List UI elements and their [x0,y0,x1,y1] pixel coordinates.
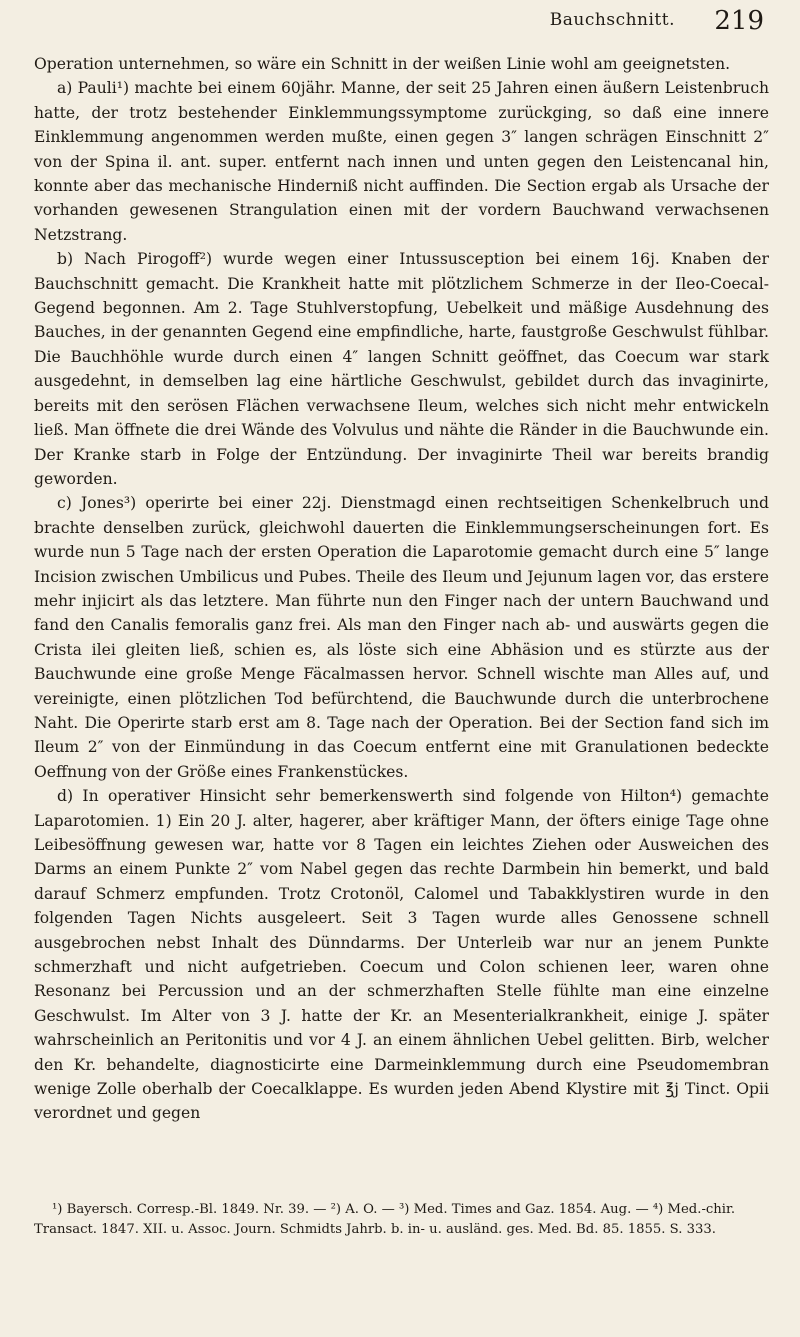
paragraph-case-c: c) Jones³) operirte bei einer 22j. Dienstmagd einen rechtseitigen Schenkelbruch und brachte denselben zurück, gleichwohl dauerten die Einklemmungserscheinungen fort. Es wurde nun 5 Tage nach der ersten Operation die Laparotomie gemacht durch eine 5″ lange Incision zwischen Umbilicus und Pubes. Theile des Ileum und Jejunum lagen vor, das erstere mehr injicirt als das letztere. Man führte nun den Finger nach der untern Bauchwand und fand den Canalis femoralis ganz frei. Als man den Finger nach ab- und auswärts gegen die Crista ilei gleiten ließ, schien es, als löste sich eine Abhäsion und es stürzte aus der Bauchwunde eine große Menge Fäcalmassen hervor. Schnell wischte man Alles auf, und vereinigte, einen plötzlichen Tod befürchtend, die Bauchwunde durch die unterbrochene Naht. Die Operirte starb erst am 8. Tage nach der Operation. Bei der Section fand sich im Ileum 2″ von der Einmündung in das Coecum entfernt eine mit Granulationen bedeckte Oeffnung von der Größe eines Frankenstückes. [34,494,769,781]
paragraph-intro: Operation unternehmen, so wäre ein Schnitt in der weißen Linie wohl am geeignetsten. [34,55,731,73]
running-head [50,6,770,46]
paragraph-case-a: a) Pauli¹) machte bei einem 60jähr. Manne, der seit 25 Jahren einen äußern Leistenbruch hatte, der trotz bestehender Einklemmungssymptome zurückging, so daß eine innere Einklemmung angenommen werden mußte, einen gegen 3″ langen schrägen Einschnitt 2″ von der Spina il. ant. super. entfernt nach innen und unten gegen den Leistencanal hin, konnte aber das mechanische Hinderniß nicht auffinden. Die Section ergab als Ursache der vorhanden gewesenen Strangulation einen mit der vordern Bauchwand verwachsenen Netzstrang. [34,79,769,244]
footnote-text: ¹) Bayersch. Corresp.-Bl. 1849. Nr. 39. — ²) A. O. — ³) Med. Times and Gaz. 1854. Aug. — ⁴) Med.-chir. Transact. 1847. XII. u. Assoc. Journ. Schmidts Jahrb. b. in- u. ausländ. ges. Med. Bd. 85. 1855. S. 333. [34,1202,736,1237]
paragraph-case-b: b) Nach Pirogoff²) wurde wegen einer Intussusception bei einem 16j. Knaben der Bauchschnitt gemacht. Die Krankheit hatte mit plötzlichem Schmerze in der Ileo-Coecal-Gegend begonnen. Am 2. Tage Stuhlverstopfung, Uebelkeit und mäßige Ausdehnung des Bauches, in der genannten Gegend eine empfindliche, harte, faustgroße Geschwulst fühlbar. Die Bauchhöhle wurde durch einen 4″ langen Schnitt geöffnet, das Coecum war stark ausgedehnt, in demselben lag eine härtliche Geschwulst, gebildet durch das invaginirte, bereits mit den serösen Flächen verwachsene Ileum, welches sich nicht mehr entwickeln ließ. Man öffnete die drei Wände des Volvulus und nähte die Ränder in die Bauchwunde ein. Der Kranke starb in Folge der Entzündung. Der invaginirte Theil war bereits brandig geworden. [34,250,769,488]
paragraph-case-d: d) In operativer Hinsicht sehr bemerkenswerth sind folgende von Hilton⁴) gemachte Laparotomien. 1) Ein 20 J. alter, hagerer, aber kräftiger Mann, der öfters einige Tage ohne Leibesöffnung gewesen war, hatte vor 8 Tagen ein leichtes Ziehen oder Ausweichen des Darms an einem Punkte 2″ vom Nabel gegen das rechte Darmbein hin bemerkt, und bald darauf Schmerz empfunden. Trotz Crotonöl, Calomel und Tabakklystiren wurde in den folgenden Tagen Nichts ausgeleert. Seit 3 Tagen wurde alles Genossene schnell ausgebrochen nebst Inhalt des Dünndarms. Der Unterleib war nur an jenem Punkte schmerzhaft und nicht aufgetrieben. Coecum und Colon schienen leer, waren ohne Resonanz bei Percussion und an der schmerzhaften Stelle fühlte man eine einzelne Geschwulst. Im Alter von 3 J. hatte der Kr. an Mesenterialkrankheit, einige J. später wahrscheinlich an Peritonitis und vor 4 J. an einem ähnlichen Uebel gelitten. Birb, welcher den Kr. behandelte, diagnosticirte eine Darmeinklemmung durch eine Pseudomembran wenige Zolle oberhalb der Coecalklappe. Es wurden jeden Abend Klystire mit ℥j Tinct. Opii verordnet und gegen [34,787,769,1123]
page-number: 219 [714,6,764,36]
body-text [34,52,769,1126]
running-title: Bauchschnitt. [549,10,675,30]
footnotes [34,1200,769,1239]
